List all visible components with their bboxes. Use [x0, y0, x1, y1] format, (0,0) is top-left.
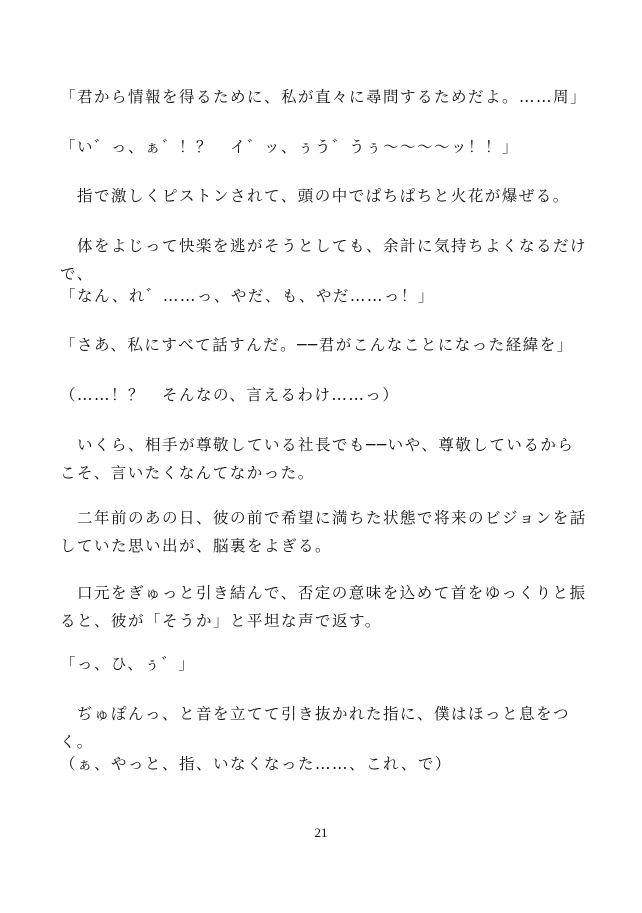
- narration-line: ぢゅぽんっ、と音を立てて引き抜かれた指に、僕はほっと息をつく。: [60, 704, 571, 751]
- dialogue-line: 「っ、ひ、ぅ゛」: [60, 654, 196, 673]
- dialogue-line: 「君から情報を得るために、私が直々に尋問するためだよ。……周」: [60, 87, 588, 106]
- narration-paragraph: 口元をぎゅっと引き結んで、否定の意味を込めて首をゆっくりと振ると、彼が「そうか」と平坦な声で返す。: [60, 583, 587, 630]
- inner-thought-line: （……！？ そんなの、言えるわけ……っ）: [60, 385, 400, 404]
- inner-thought-line: （ぁ、やっと、指、いなくなった……、これ、で）: [60, 754, 452, 773]
- narration-paragraph: 二年前のあの日、彼の前で希望に満ちた状態で将来のビジョンを話していた思い出が、脳裏をよぎる。: [60, 508, 587, 555]
- narration-paragraph: いくら、相手が尊敬している社長でも──いや、尊敬しているからこそ、言いたくなんてなかった。: [60, 435, 575, 482]
- narration-line: 体をよじって快楽を逃がそうとしても、余計に気持ちよくなるだけで、: [60, 236, 588, 283]
- dialogue-line: 「さあ、私にすべて話すんだ。──君がこんなことになった経緯を」: [60, 335, 574, 354]
- narration-line: 指で激しくピストンされて、頭の中でぱちぱちと火花が爆ぜる。: [60, 186, 570, 205]
- dialogue-line: 「い゛っ、ぁ゛！？ イ゛ッ、ぅう゛うぅ〜〜〜〜ッ！！」: [60, 137, 520, 156]
- page-number: 21: [314, 825, 328, 840]
- dialogue-line: 「なん、れ゛……っ、やだ、も、やだ……っ！」: [60, 286, 435, 305]
